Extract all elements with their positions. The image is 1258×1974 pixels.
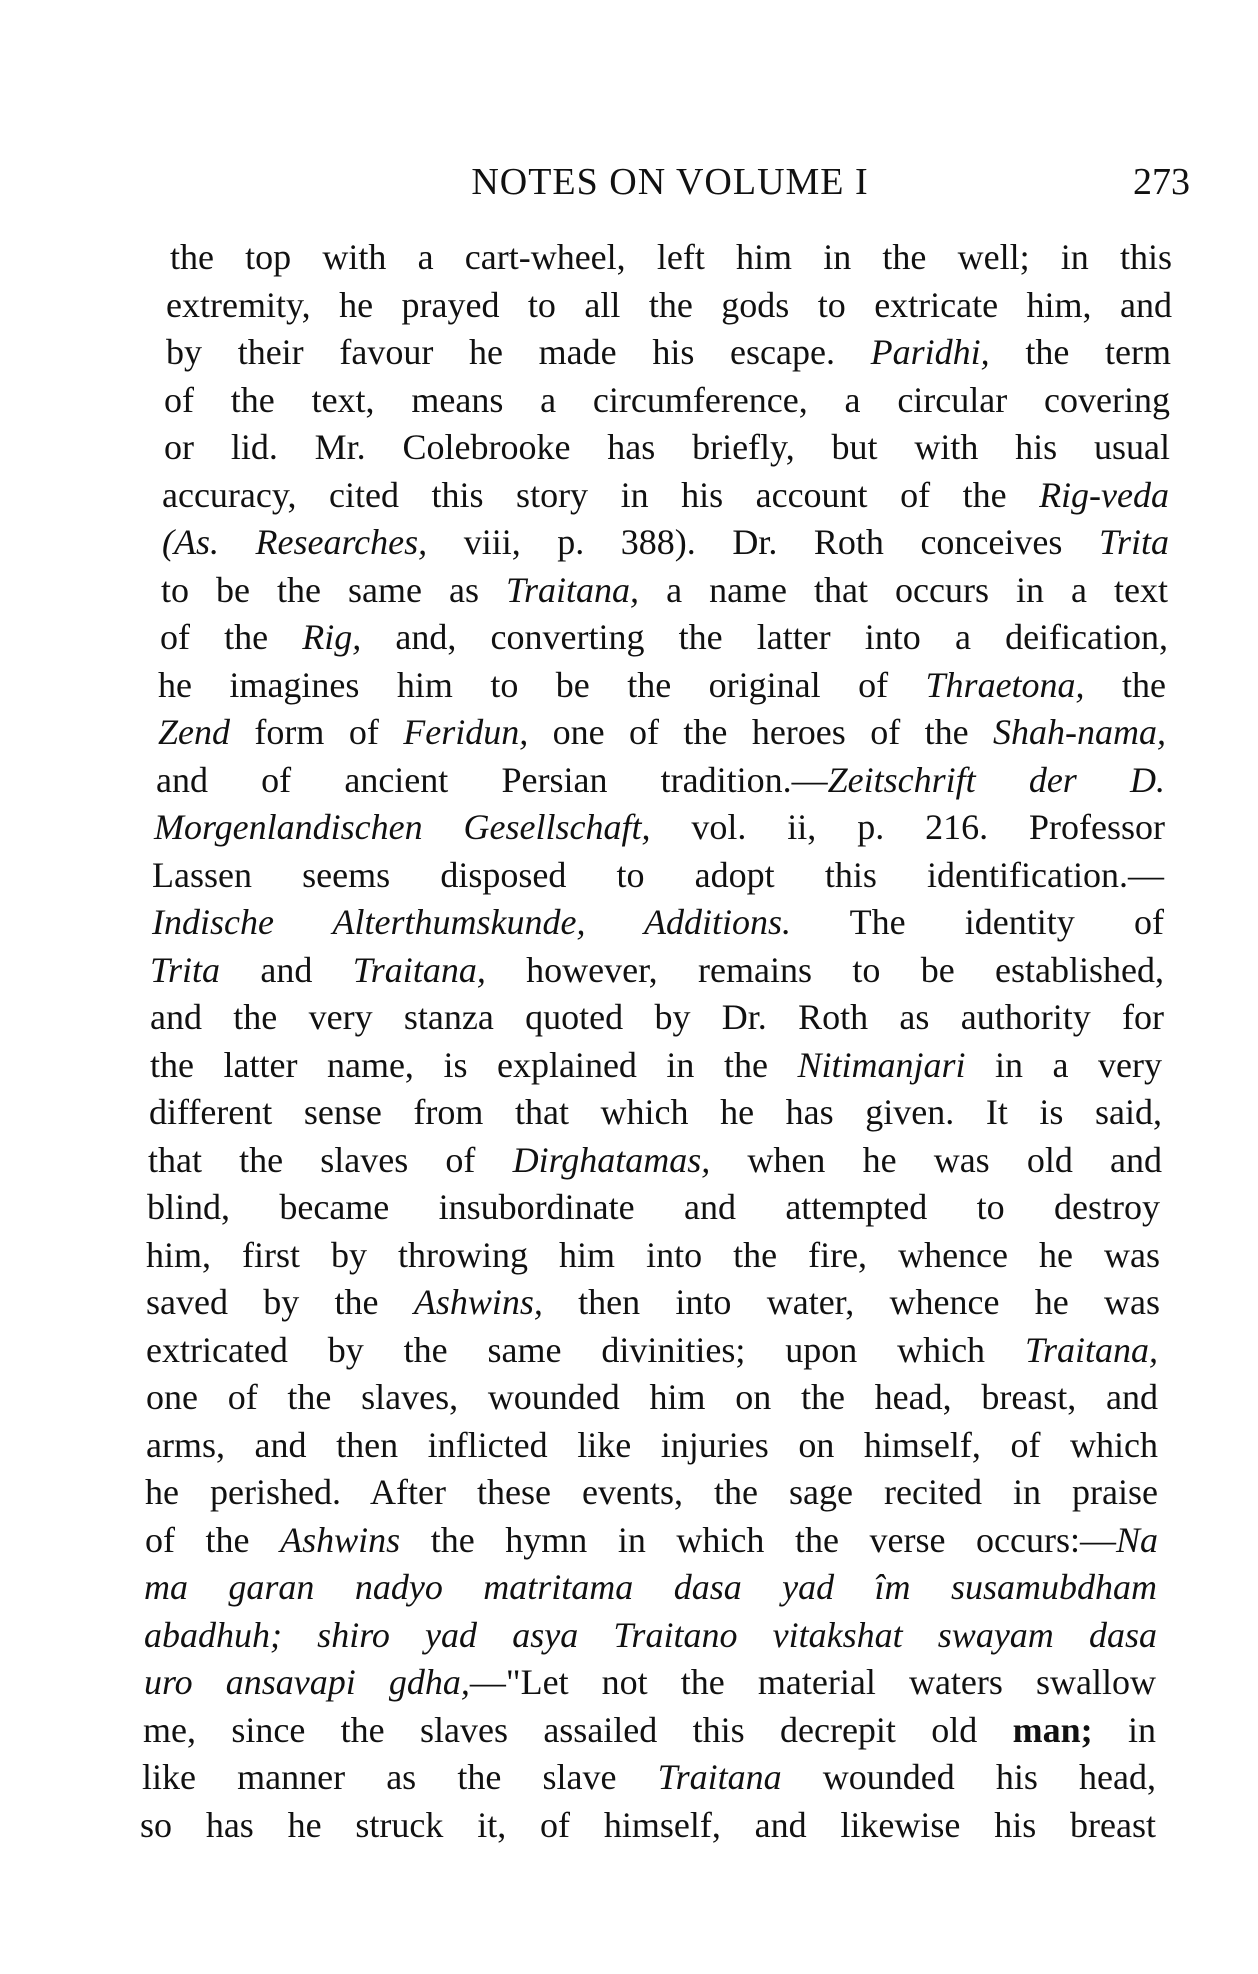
italic-run: ma garan nadyo matritama dasa yad îm susamubdham (144, 1567, 1157, 1607)
text-line (166, 329, 1171, 377)
text-line (150, 994, 1164, 1042)
text-run: of the (160, 617, 303, 657)
text-line (170, 234, 1172, 282)
text-run: in a very (965, 1044, 1163, 1085)
text-run: extremity, he prayed to all the gods to extricate him, and (166, 284, 1172, 325)
italic-run: Traitana, (352, 949, 486, 990)
text-run: Lassen seems disposed to adopt this identification.— (152, 854, 1164, 895)
text-run: of the (145, 1519, 281, 1560)
text-run: the term (989, 332, 1171, 372)
text-run: so has he struck it, of himself, and likewise his breast (140, 1804, 1156, 1845)
text-line (147, 1184, 1160, 1232)
text-line (160, 614, 1168, 662)
text-run: The identity of (791, 902, 1164, 942)
text-run: me, since the slaves assailed this decrepit old (143, 1709, 1013, 1750)
text-run: he perished. After these events, the sage recited in praise (145, 1472, 1158, 1512)
italic-run: uro ansavapi gdha, (144, 1662, 470, 1702)
text-run: different sense from that which he has given. It is said, (149, 1092, 1162, 1132)
text-line (148, 1137, 1162, 1185)
italic-run: Traitana, (1024, 1329, 1158, 1370)
text-line (144, 1564, 1157, 1612)
text-run: however, remains to be established, (485, 949, 1165, 990)
text-run: the hymn in which the verse occurs:— (400, 1519, 1116, 1560)
text-run: the (1084, 664, 1166, 705)
text-line (149, 1089, 1162, 1137)
text-run: like manner as the slave (142, 1757, 658, 1797)
italic-run: Traitana, (506, 569, 640, 610)
text-run: and of ancient Persian tradition.— (156, 759, 828, 800)
text-line (146, 1279, 1160, 1327)
italic-run: Trita (1098, 522, 1169, 562)
text-line (161, 567, 1168, 615)
text-run: to be the same as (161, 569, 506, 610)
italic-run: As. Researches, (174, 522, 428, 562)
text-line (158, 662, 1166, 710)
italic-run: Indische Alterthumskunde, Additions. (152, 902, 792, 942)
text-line (150, 1042, 1162, 1090)
text-run: when he was old and (710, 1139, 1162, 1180)
text-run: and the very stanza quoted by Dr. Roth as authority for (150, 997, 1164, 1037)
text-line (162, 472, 1169, 520)
italic-run: Morgenlandischen Gesellschaft, (154, 807, 651, 847)
text-run: extricated by the same divinities; upon which (146, 1329, 1025, 1370)
italic-run: Rig-veda (1039, 474, 1169, 515)
text-run: that the slaves of (148, 1139, 513, 1180)
italic-run: Feridun, (403, 712, 529, 752)
italic-run: Ashwins, (413, 1282, 543, 1322)
italic-run: Shah-nama, (993, 712, 1166, 752)
text-run: vol. ii, p. 216. Professor (650, 807, 1165, 847)
text-run: him, first by throwing him into the fire, whence he was (146, 1234, 1160, 1275)
text-run: blind, became insubordinate and attempted to destroy (147, 1187, 1160, 1227)
text-run: he imagines him to be the original of (158, 664, 926, 705)
italic-run: Rig, (302, 617, 362, 657)
text-run: saved by the (146, 1282, 414, 1322)
italic-run: Ashwins (280, 1519, 401, 1560)
bold-run: man; (1012, 1709, 1093, 1750)
text-line (140, 1802, 1156, 1850)
page-number: 273 (1133, 161, 1190, 203)
text-line (158, 709, 1166, 757)
text-line (154, 804, 1165, 852)
text-run: in (1092, 1709, 1156, 1750)
text-run: of the text, means a circumference, a circular covering (164, 379, 1170, 420)
italic-run: Thraetona, (925, 664, 1085, 705)
text-run: a name that occurs in a text (639, 569, 1169, 610)
text-line (145, 1469, 1158, 1517)
text-line (152, 899, 1164, 947)
text-line (156, 757, 1165, 805)
text-run: form of (230, 712, 404, 752)
text-line (150, 947, 1164, 995)
text-line (146, 1327, 1158, 1375)
text-line (146, 1422, 1158, 1470)
text-run: then into water, whence he was (542, 1282, 1160, 1322)
italic-run: Zeitschrift der D. (827, 759, 1165, 800)
text-line (164, 424, 1170, 472)
text-run: the latter name, is explained in the (150, 1044, 798, 1085)
text-run: wounded his head, (781, 1757, 1156, 1797)
italic-run: Dirghatamas, (512, 1139, 711, 1180)
italic-run: ( (162, 522, 174, 562)
italic-run: Nitimanjari (797, 1044, 966, 1085)
text-line (144, 1612, 1157, 1660)
text-run: arms, and then inflicted like injuries on himself, of which (146, 1424, 1158, 1465)
italic-run: abadhuh; shiro yad asya Traitano vitakshat swayam dasa (144, 1614, 1157, 1655)
running-head (150, 160, 1190, 220)
text-line (144, 1659, 1156, 1707)
text-line (152, 852, 1164, 900)
text-line (162, 519, 1169, 567)
italic-run: Trita (150, 949, 221, 990)
text-run: the top with a cart-wheel, left him in the well; in this (170, 237, 1172, 277)
italic-run: Paridhi, (870, 332, 990, 372)
text-run: and, converting the latter into a deification, (361, 617, 1168, 657)
text-run: viii, p. 388). Dr. Roth conceives (427, 522, 1099, 562)
text-line (166, 282, 1172, 330)
body-text (0, 234, 1258, 1849)
text-run: —"Let not the material waters swallow (469, 1662, 1156, 1702)
text-run: by their favour he made his escape. (166, 332, 871, 372)
text-line (164, 377, 1170, 425)
running-title: NOTES ON VOLUME I (471, 161, 869, 203)
text-line (146, 1232, 1160, 1280)
text-line (145, 1517, 1158, 1565)
text-line (142, 1754, 1156, 1802)
italic-run: Zend (158, 712, 230, 752)
text-run: one of the slaves, wounded him on the head, breast, and (146, 1377, 1158, 1417)
text-run: one of the heroes of the (528, 712, 993, 752)
italic-run: Na (1115, 1519, 1158, 1560)
text-run: accuracy, cited this story in his account of the (162, 474, 1040, 515)
italic-run: Traitana (657, 1757, 782, 1797)
text-line (146, 1374, 1158, 1422)
text-line (143, 1707, 1156, 1755)
text-run: and (220, 949, 353, 990)
text-run: or lid. Mr. Colebrooke has briefly, but with his usual (164, 427, 1170, 467)
